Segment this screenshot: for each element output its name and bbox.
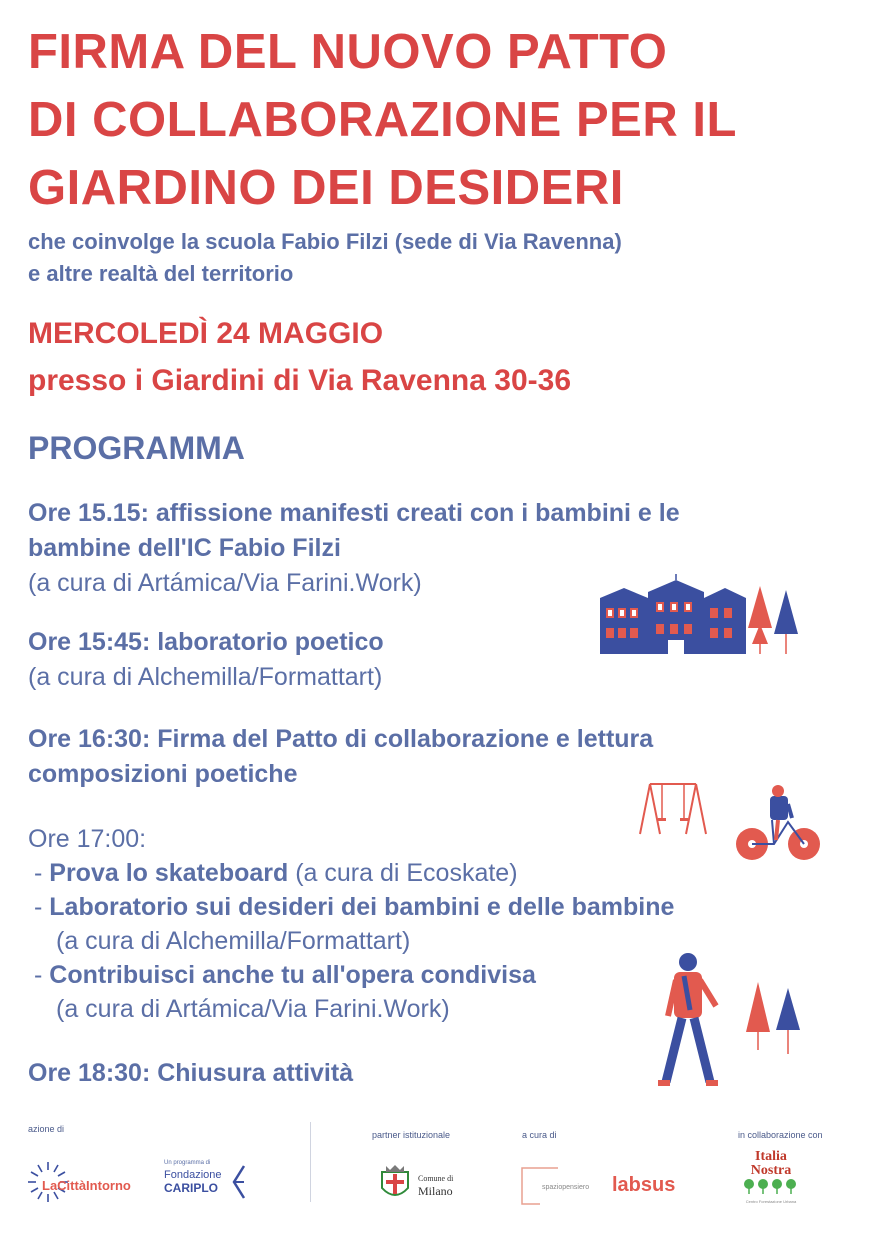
subtitle <box>28 226 828 290</box>
activity-laboratorio-title: Laboratorio sui desideri dei bambini e delle bambine <box>49 893 675 921</box>
logo-cariplo-line2: CARIPLO <box>164 1181 218 1195</box>
logo-italia-line1: Italia <box>755 1149 787 1164</box>
swing-icon <box>636 780 710 836</box>
label-partner: partner istituzionale <box>372 1130 451 1140</box>
program-item-2 <box>28 625 588 694</box>
logo-comune-milano <box>376 1164 476 1204</box>
logo-spaziopensiero-text: spaziopensiero <box>542 1184 590 1191</box>
activity-skateboard-credit: (a cura di Ecoskate) <box>288 859 518 887</box>
logo-italia-sub: Centro Forestazione Urbana <box>745 1199 797 1204</box>
activity-skateboard-title: Prova lo skateboard <box>49 859 289 887</box>
logo-cariplo-small: Un programma di <box>164 1160 211 1166</box>
list-dash: - <box>34 859 43 887</box>
program-item-4-title: Ore 17:00: <box>28 825 147 853</box>
list-dash: - <box>34 893 43 921</box>
label-care: a cura di <box>522 1130 557 1140</box>
subtitle-line-1: che coinvolge la scuola Fabio Filzi (sede di Via Ravenna) <box>28 229 622 254</box>
event-date: MERCOLEDÌ 24 MAGGIO <box>28 317 384 350</box>
cyclist-icon <box>732 784 824 864</box>
logo-cariplo-line1: Fondazione <box>164 1169 222 1181</box>
title-line-2: DI COLLABORAZIONE PER IL <box>28 93 737 147</box>
activity-laboratorio-credit: (a cura di Alchemilla/Formattart) <box>56 927 411 955</box>
program-item-2-title: Ore 15:45: laboratorio poetico <box>28 628 384 656</box>
activity-opera-credit: (a cura di Artámica/Via Farini.Work) <box>56 995 450 1023</box>
program-item-5: Ore 18:30: Chiusura attività <box>28 1059 354 1087</box>
logo-comune-line1: Comune di <box>418 1174 454 1183</box>
crest-icon <box>376 1164 414 1204</box>
program-heading: PROGRAMMA <box>28 430 245 466</box>
activity-laboratorio <box>28 890 828 924</box>
logo-italia-nostra <box>736 1150 806 1210</box>
title-line-3: GIARDINO DEI DESIDERI <box>28 161 624 215</box>
logo-labsus: labsus <box>612 1174 676 1196</box>
logo-comune-line2: Milano <box>418 1184 453 1198</box>
walking-person-icon <box>654 950 804 1092</box>
title-line-1: FIRMA DEL NUOVO PATTO <box>28 25 668 79</box>
list-dash: - <box>34 961 43 989</box>
activity-skateboard <box>28 856 828 890</box>
program-item-3 <box>28 722 848 792</box>
program-item-3-line-1: Ore 16:30: Firma del Patto di collaborazione e lettura <box>28 725 654 753</box>
logo-lacittaintorno <box>26 1160 156 1204</box>
cariplo-mark-icon <box>230 1164 248 1200</box>
program-item-1-credit: (a cura di Artámica/Via Farini.Work) <box>28 569 422 597</box>
label-action: azione di <box>28 1124 65 1134</box>
trees-row-icon <box>741 1178 801 1194</box>
activity-opera-title: Contribuisci anche tu all'opera condivisa <box>49 961 536 989</box>
logo-cariplo <box>164 1160 254 1204</box>
logo-italia-line2: Nostra <box>750 1163 792 1178</box>
subtitle-line-2: e altre realtà del territorio <box>28 261 294 286</box>
building-icon <box>596 572 806 658</box>
logo-spaziopensiero <box>520 1166 600 1206</box>
label-collab: in collaborazione con <box>738 1130 823 1140</box>
event-place: presso i Giardini di Via Ravenna 30-36 <box>28 364 572 397</box>
logo-lacittaintorno-text: LaCittàIntorno <box>42 1178 131 1193</box>
program-item-3-line-2: composizioni poetiche <box>28 760 298 788</box>
program-item-2-credit: (a cura di Alchemilla/Formattart) <box>28 663 383 691</box>
page-title <box>28 18 858 222</box>
footer-divider <box>310 1122 311 1202</box>
program-item-1-line-2: bambine dell'IC Fabio Filzi <box>28 534 341 562</box>
program-item-1-line-1: Ore 15.15: affissione manifesti creati con i bambini e le <box>28 499 680 527</box>
